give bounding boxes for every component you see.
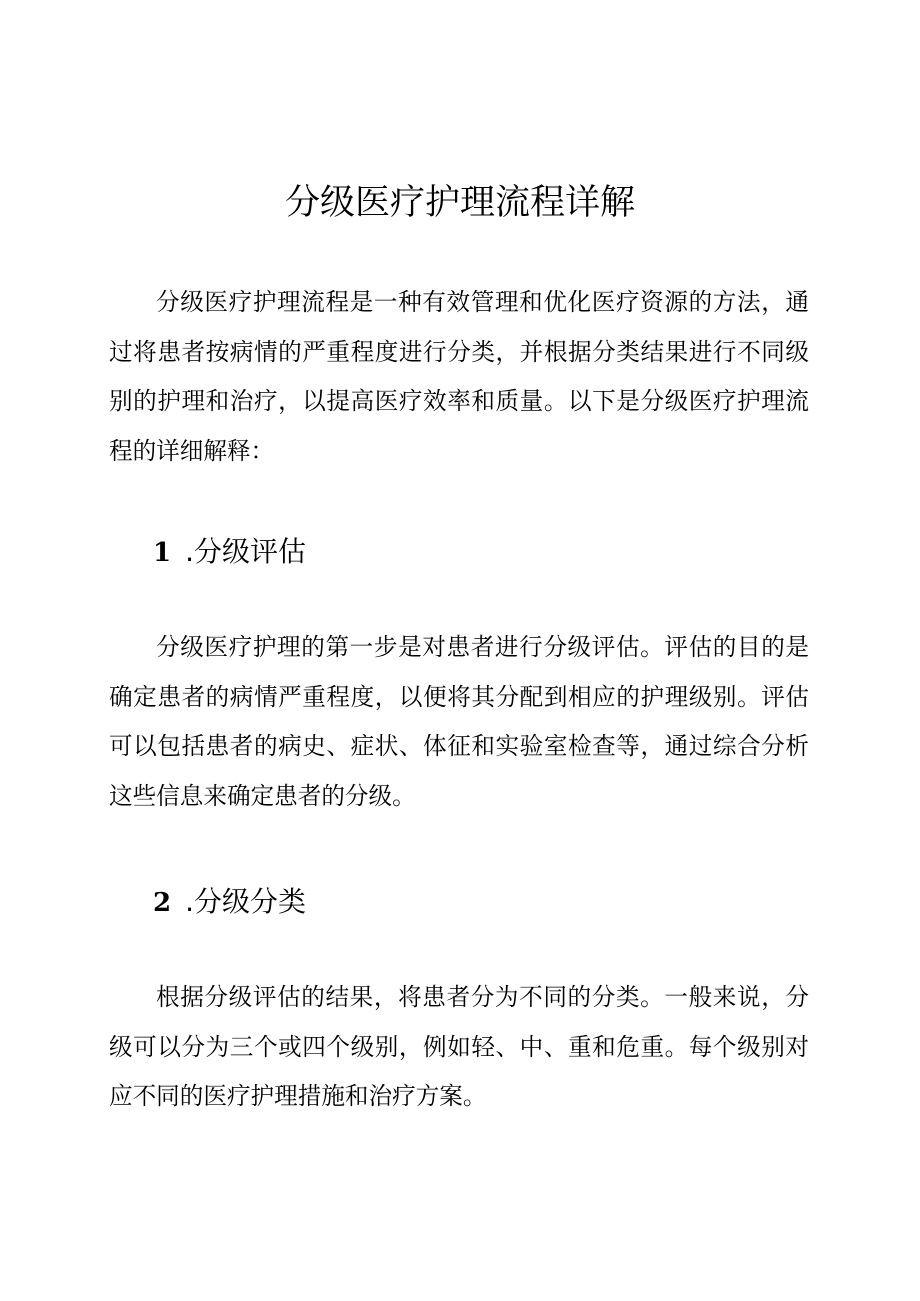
section-number: 1 (153, 538, 172, 568)
section-body-evaluation: 分级医疗护理的第一步是对患者进行分级评估。评估的目的是确定患者的病情严重程度，以便将其分配到相应的护理级别。评估可以包括患者的病史、症状、体征和实验室检查等，通过综合分析这些信息来确定患者的分级。 (109, 633, 809, 810)
intro-paragraph: 分级医疗护理流程是一种有效管理和优化医疗资源的方法，通过将患者按病情的严重程度进行分类，并根据分类结果进行不同级别的护理和治疗，以提高医疗效率和质量。以下是分级医疗护理流程的详细解释： (109, 288, 809, 465)
section-number: 2 (153, 888, 172, 918)
section-heading-text: .分级评估 (185, 535, 306, 568)
document-title: 分级医疗护理流程详解 (284, 183, 635, 223)
section-heading-classification (153, 882, 306, 923)
section-body-classification: 根据分级评估的结果，将患者分为不同的分类。一般来说，分级可以分为三个或四个级别，例如轻、中、重和危重。每个级别对应不同的医疗护理措施和治疗方案。 (109, 983, 809, 1110)
section-heading-text: .分级分类 (185, 885, 306, 918)
section-heading-evaluation (153, 532, 306, 573)
